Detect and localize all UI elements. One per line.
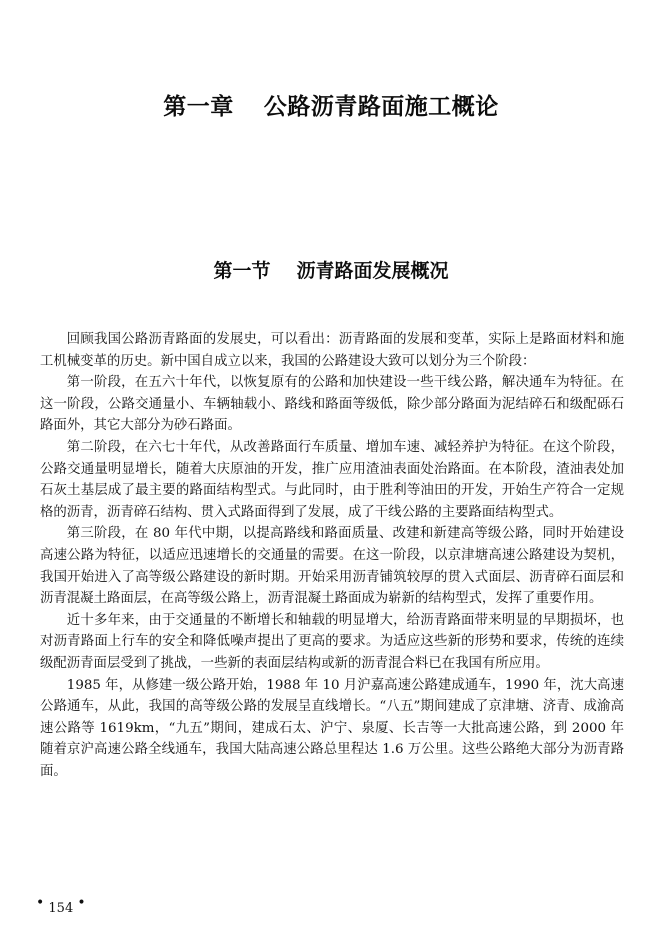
chapter-title bbox=[0, 88, 662, 121]
body-text bbox=[40, 329, 624, 782]
paragraph-stage-three: 第三阶段，在 80 年代中期，以提高路线和路面质量、改建和新建高等级公路，同时开始建设高速公路为特征，以适应迅速增长的交通量的需要。在这一阶段，以京津塘高速公路建设为契机，我国开始进入了高等级公路建设的新时期。开始采用沥青铺筑较厚的贯入式面层、沥青碎石面层和沥青混凝土路面层，在高等级公路上，沥青混凝土路面成为崭新的结构型式，发挥了重要作用。 bbox=[40, 526, 624, 607]
paragraph-recent-years: 近十多年来，由于交通量的不断增长和轴载的明显增大，给沥青路面带来明显的早期损坏，也对沥青路面上行车的安全和降低噪声提出了更高的要求。为适应这些新的形势和要求，传统的连续级配沥青面层受到了挑战，一些新的表面层结构或新的沥青混合料已在我国有所应用。 bbox=[40, 612, 624, 671]
section-title bbox=[0, 256, 662, 283]
paragraph-stage-two: 第二阶段，在六七十年代，从改善路面行车质量、增加车速、减轻养护为特征。在这个阶段，公路交通量明显增长，随着大庆原油的开发，推广应用渣油表面处治路面。在本阶段，渣油表处加石灰土基层成了最主要的路面结构型式。与此同时，由于胜利等油田的开发，开始生产符合一定规格的沥青，沥青碎石结构、贯入式路面得到了发展，成了干线公路的主要路面结构型式。 bbox=[40, 439, 624, 520]
section-number: 第一节 bbox=[213, 260, 271, 282]
paragraph-stage-one: 第一阶段，在五六十年代，以恢复原有的公路和加快建设一些干线公路，解决通车为特征。在这一阶段，公路交通量小、车辆轴载小、路线和路面等级低，除少部分路面为泥结碎石和级配砾石路面外，其它大部分为砂石路面。 bbox=[40, 375, 624, 434]
section-title-text: 沥青路面发展概况 bbox=[296, 260, 449, 282]
chapter-number: 第一章 bbox=[163, 94, 234, 120]
paragraph-highway-history: 1985 年，从修建一级公路开始，1988 年 10 月沪嘉高速公路建成通车，1990 年，沈大高速公路通车，从此，我国的高等级公路的发展呈直线增长。“八五”期间建成了京津塘、济青、成渝高速公路等 1619km，“九五”期间，建成石太、沪宁、泉厦、长吉等一大批高速公路，到 2000 年随着京沪高速公路全线通车，我国大陆高速公路总里程达 1.6 万公里。这些公路绝大部分为沥青路面。 bbox=[40, 677, 624, 779]
page-number-value: 154 bbox=[48, 901, 74, 916]
chapter-title-text: 公路沥青路面施工概论 bbox=[263, 94, 499, 120]
paragraph-intro: 回顾我国公路沥青路面的发展史，可以看出：沥青路面的发展和变革，实际上是路面材料和施工机械变革的历史。新中国自成立以来，我国的公路建设大致可以划分为三个阶段： bbox=[40, 332, 624, 369]
page-number: • 154 • bbox=[36, 895, 86, 916]
